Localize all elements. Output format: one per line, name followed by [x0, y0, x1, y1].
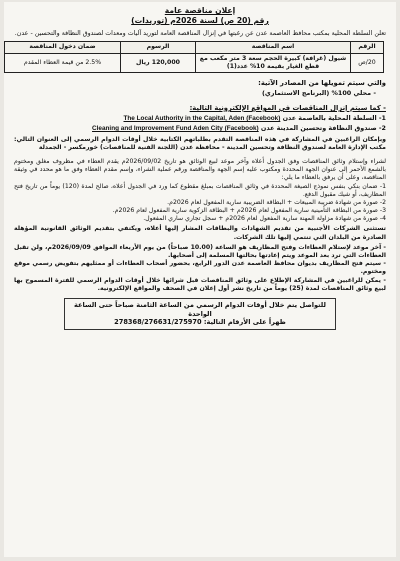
funding-title: والتي سيتم تمويلها من المصادر الآتية: — [258, 79, 386, 88]
contact-line-2-prefix: ظهراً على الأرقام التالية: — [203, 318, 286, 327]
address-paragraph: وبإمكان الراغبين في المشاركة في هذه المناقصة التقدم بطلباتهم الكتابية خلال أوقات الدوام الرسمي إلى العنوان التالي: مكتب الإدارة العامة لصندوق النظافة وتحسين المدينة - محافظة عدن (اللجنة الفنية للمناقصات) خورمكسر - الجمدلة — [14, 135, 386, 151]
contact-line-1: للتواصل يتم خلال أوقات الدوام الرسمي من الساعة الثامنة صباحاً حتى الساعة الواحدة — [74, 300, 326, 318]
publish-item-2-ar: 2- صندوق النظافة وتحسين المدينة عدن — [260, 123, 386, 132]
announcement-title: إعلان مناقصة عامة — [164, 6, 236, 15]
publish-title: - كما سيتم إنزال المناقصات في المواقع الإلكترونية التالية: — [189, 104, 386, 113]
publish-item-1-ar: 1- السلطة المحلية بالعاصمة عدن — [282, 114, 386, 123]
intro-paragraph: تعلن السلطة المحلية بمكتب محافظ العاصمة عدن عن رغبتها في إنزال المناقصة العامة لتوريد آليات ومعدات لصندوق النظافة والتحسين - عدن. — [14, 29, 386, 37]
col-header-tender-name: اسم المناقصة — [196, 42, 351, 53]
opening-paragraph: - سيتم فتح المظاريف بديوان محافظ العاصمة عدن الدور الرابع، بحضور أصحاب العطاءات أو ممثليهم بتفويض رسمي موقع ومختوم. — [14, 260, 386, 276]
foreign-companies-paragraph: تستثنى الشركات الأجنبية من تقديم الشهادات والبطاقات المشار إليها أعلاه، ويكتفي بتقديم الوثائق القانونية المؤهلة الصادرة من البلدان التي تنتمي إليها تلك الشركات. — [14, 225, 386, 241]
deadline-paragraph: - آخر موعد لإستلام العطاءات وفتح المظاريف هو الساعة (10.00 صباحاً) من يوم الأربعاء الموافق 2026/09/09م، ولن تقبل العطاءات التي ترد بعد الموعد ويتم إعادتها بحالتها المسلمة إلى أصحابها. — [14, 243, 386, 259]
clause-3: 3- صورة من البطاقة التأمينية سارية المفعول لعام 2026م + البطاقة الزكوية سارية المفعول لعام 2026م. — [112, 207, 386, 215]
announcement-header — [4, 2, 396, 26]
publish-item-1 — [14, 114, 386, 124]
cell-number: 20/ص — [351, 53, 384, 73]
tender-table — [4, 41, 384, 73]
tender-table-header-row — [5, 42, 384, 53]
col-header-number: الرقم — [351, 42, 384, 53]
funding-item: - محلي 100% (البرنامج الاستثماري) — [262, 89, 376, 98]
cell-guarantee: 2.5% من قيمة العطاء المقدم — [5, 53, 121, 73]
table-row — [5, 53, 384, 73]
col-header-fees: الرسوم — [121, 42, 196, 53]
cell-fees: 120,000 ريال — [121, 53, 196, 73]
publish-item-2 — [14, 124, 386, 134]
cell-tender-name: شيول (غرافة) كبيرة الحجم سعة 3 متر مكعب مع قطع الغيار بقيمة 10% عدد(1) — [196, 53, 351, 73]
clause-4: 4- صورة من شهادة مزاولة المهنة سارية المفعول لعام 2026م + سجل تجاري ساري المفعول. — [143, 215, 386, 223]
publish-item-2-en: Cleaning and Improvement Fund Aden City (Facebook) — [92, 124, 259, 132]
col-header-guarantee: ضمان دخول المناقصة — [5, 42, 121, 53]
review-paragraph: - يمكن للراغبين في المشاركة الإطلاع على وثائق المناقصات قبل شرائها خلال أوقات الدوام الرسمي للفترة المسموح بها لبيع وثائق المناقصات لمدة (25) يوماً من تاريخ نشر أول إعلان في الصحف والمواقع الإلكترونية. — [14, 276, 386, 292]
publish-item-1-en: The Local Authority in the Capital, Aden (Facebook) — [123, 115, 281, 123]
purchase-paragraph: لشراء وإستلام وثائق المناقصات وفق الجدول أعلاه وآخر موعد لبيع الوثائق هو تاريخ 2026/09/02م يقدم العطاء في مظروف مغلق ومختوم بالشمع الأحمر إلى عنوان الجهة المحددة ومكتوب عليه إسم الجهة والمناقصة ورقم عملية الشراء، وإسم مقدم العطاء وفق ما هو محدد في وثيقة المناقصة، وعلى أن يرفق بالعطاء ما يلي: — [14, 157, 386, 182]
contact-phones: 278368/276631/275970 — [114, 318, 202, 327]
tender-number: رقم (20 ص) لسنة 2026م (توريدات) — [131, 15, 269, 25]
tender-announcement-page — [4, 2, 396, 557]
contact-line-2 — [69, 318, 331, 327]
clause-1: 1- ضمان بنكي بنفس نموذج الصيغة المحددة في وثائق المناقصات بمبلغ مقطوع كما ورد في الجدول أعلاه، صالح لمدة (120) يوماً من تاريخ فتح المظاريف، أو شيك مقبول الدفع. — [14, 182, 386, 198]
contact-box — [64, 298, 336, 330]
clause-2: 2- صورة من شهادة ضريبة المبيعات + البطاقة الضريبية سارية المفعول لعام 2026م. — [167, 198, 386, 206]
